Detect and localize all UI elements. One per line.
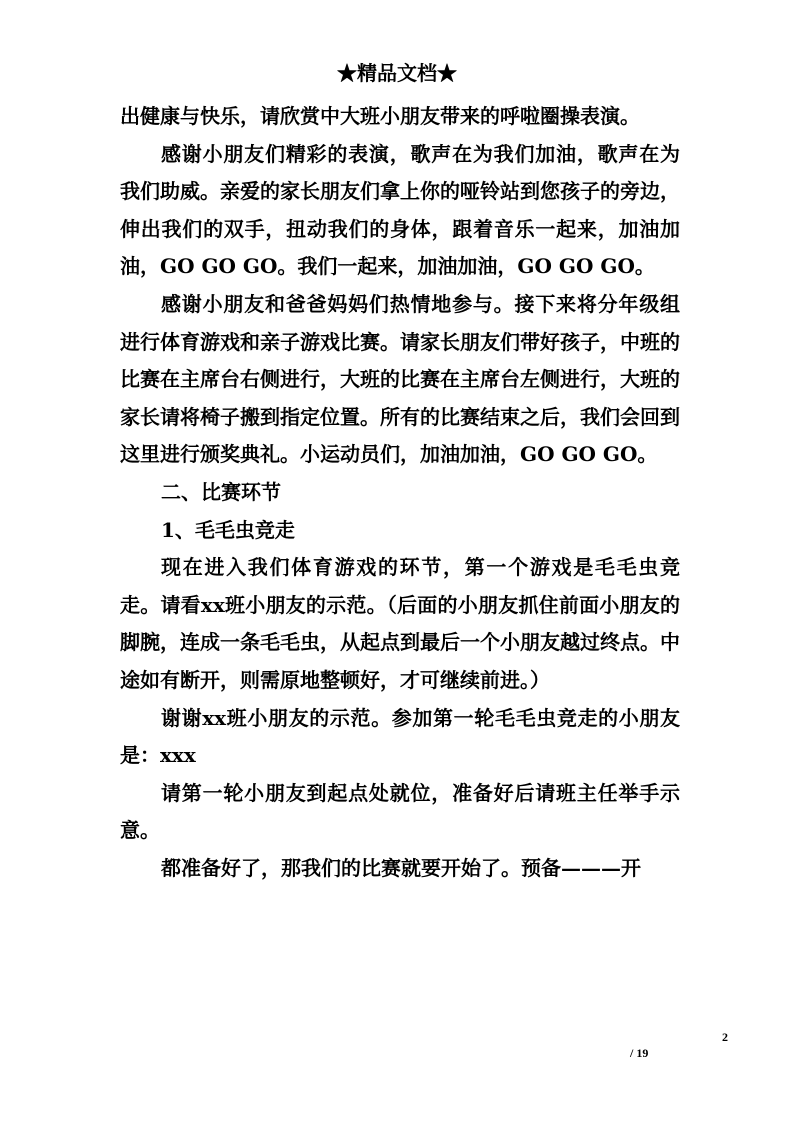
paragraph-thanks-participation: 感谢小朋友和爸爸妈妈们热情地参与。接下来将分年级组进行体育游戏和亲子游戏比赛。请家长朋友们带好孩子，中班的比赛在主席台右侧进行，大班的比赛在主席台左侧进行，大班的家长请将椅子搬到指定位置。所有的比赛结束之后，我们会回到这里进行颁奖典礼。小运动员们，加油加油，GO GO GO。: [120, 291, 680, 467]
paragraph-game-intro: 现在进入我们体育游戏的环节，第一个游戏是毛毛虫竞走。请看xx班小朋友的示范。（后面的小朋友抓住前面小朋友的脚腕，连成一条毛毛虫，从起点到最后一个小朋友越过终点。中途如有断开，则需原地整顿好，才可继续前进。）: [120, 555, 680, 692]
section-heading-competition: 二、比赛环节: [161, 479, 281, 504]
document-body: [120, 98, 680, 887]
paragraph-get-ready: 请第一轮小朋友到起点处就位，准备好后请班主任举手示意。: [120, 780, 680, 843]
page-number: 2: [722, 1030, 728, 1044]
page-total: / 19: [630, 1046, 649, 1060]
paragraph-thanks-demo: 谢谢xx班小朋友的示范。参加第一轮毛毛虫竞走的小朋友是：xxx: [120, 705, 680, 768]
document-header-title: ★精品文档★: [337, 61, 457, 85]
paragraph-start: 都准备好了，那我们的比赛就要开始了。预备———开: [161, 855, 641, 880]
paragraph-continuation: 出健康与快乐，请欣赏中大班小朋友带来的呼啦圈操表演。: [120, 104, 640, 128]
subsection-heading-caterpillar-race: 1、毛毛虫竞走: [161, 517, 295, 542]
paragraph-thanks-performance: 感谢小朋友们精彩的表演，歌声在为我们加油，歌声在为我们助威。亲爱的家长朋友们拿上你的哑铃站到您孩子的旁边，伸出我们的双手，扭动我们的身体，跟着音乐一起来，加油加油，GO GO GO。我们一起来，加油加油，GO GO GO。: [120, 141, 680, 279]
